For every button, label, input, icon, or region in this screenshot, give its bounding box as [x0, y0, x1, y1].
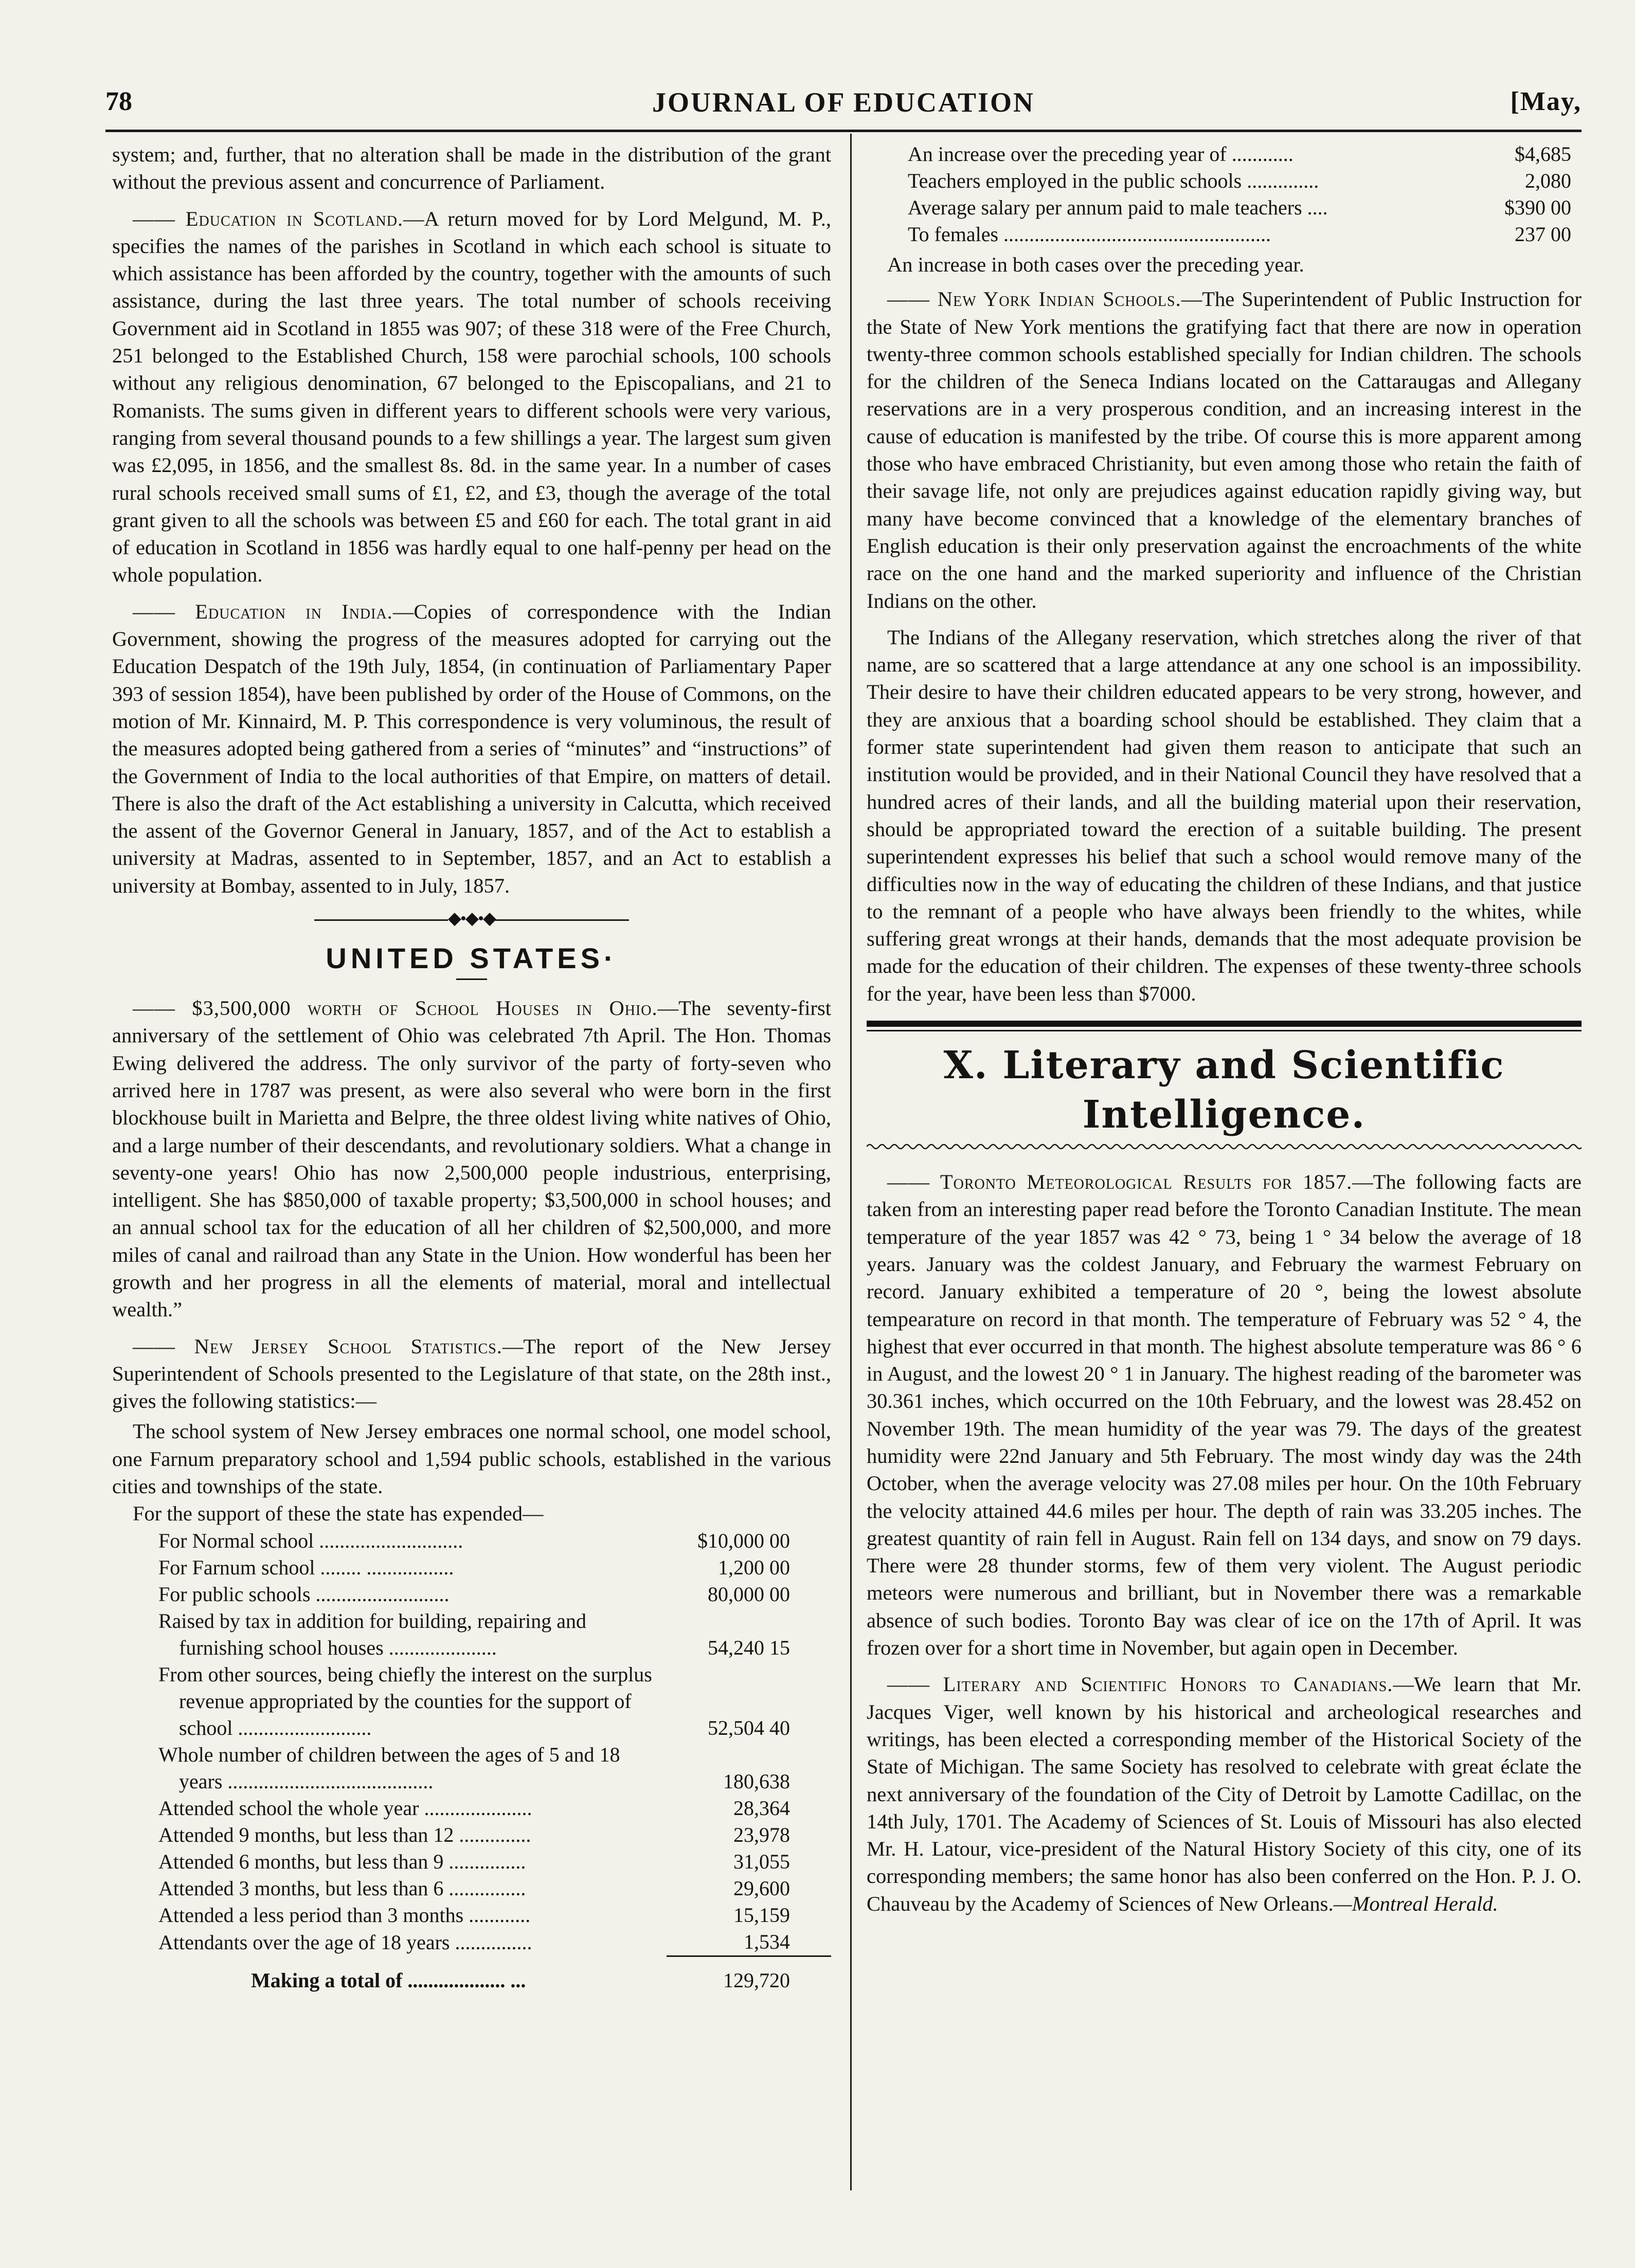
- row-label: Raised by tax in addition for building, repairing and furnishing school houses .....................: [158, 1609, 587, 1659]
- table-row: [867, 221, 1582, 248]
- total-row: [112, 1956, 831, 1994]
- row-value: 237 00: [1515, 223, 1571, 246]
- wavy-rule: [867, 1141, 1582, 1152]
- short-rule: [456, 978, 487, 980]
- article-body: —The seventy-first anniversary of the settlement of Ohio was celebrated 7th April. The Hon. Thomas Ewing delivered the address. The only survivor of the party of forty-seven who arrived here in 1787 was present, as were also several who were born in the first blockhouse built in Marietta and Belpre, the three oldest living white natives of Ohio, and a large number of their descendants, and revolutionary soldiers. What a change in seventy-one years! Ohio has now 2,500,000 people industrious, enterprising, intelligent. She has $850,000 of taxable property; $3,500,000 in school houses; and an annual school tax for the education of all her children of $2,500,000, and more miles of canal and railroad than any State in the Union. How wonderful has been her growth and her progress in all the elements of material, moral and intellectual wealth.”: [112, 996, 831, 1321]
- article-head: —— Toronto Meteorological Results for 1857.: [887, 1170, 1353, 1194]
- row-label: For Farnum school ........ .................: [158, 1555, 454, 1579]
- table-row: [867, 141, 1582, 168]
- row-value: 23,978: [733, 1823, 790, 1846]
- row-label: For public schools ..........................: [158, 1582, 450, 1606]
- section-heading: UNITED STATES·: [326, 942, 618, 975]
- paragraph: The school system of New Jersey embraces one normal school, one model school, one Farnum preparatory school and 1,594 public schools, established in the various cities and townships of the state.: [112, 1420, 831, 1498]
- row-label: Attendants over the age of 18 years ...............: [158, 1931, 532, 1954]
- row-label: Attended a less period than 3 months ............: [158, 1903, 531, 1927]
- row-label: Whole number of children between the ages of 5 and 18 years ........................................: [158, 1743, 620, 1793]
- article-body: —The Superintendent of Public Instruction for the State of New York mentions the gratifying fact that there are now in operation twenty-three common schools established specially for Indian children. The schools for the children of the Seneca Indians located on the Cattaraugas and Allegany reservations are in a very prosperous condition, and an increasing interest in the cause of education is manifested by the tribe. Of course this is more apparent among those who have embraced Christianity, but even among those who retain the faith of their savage life, not only are prejudices against education rapidly giving way, but many have become convinced that a knowledge of the elementary branches of English education is their only preservation against the encroachments of the white race on the one hand and the marked superiority and influence of the Christian Indians on the other.: [867, 287, 1582, 612]
- page-header: [105, 86, 1582, 128]
- row-label: Attended 9 months, but less than 12 ..............: [158, 1823, 531, 1846]
- article-source: —Montreal Herald.: [1333, 1892, 1498, 1915]
- article-body: —The report of the New Jersey Superintendent of Schools presented to the Legislature of that state, on the 28th inst., gives the following statistics:—: [112, 1334, 831, 1413]
- table-row: [112, 1608, 831, 1661]
- article-body: —The following facts are taken from an interesting paper read before the Toronto Canadian Institute. The mean temperature of the year 1857 was 42 ° 73, being 1 ° 34 below the average of 18 years. January was the coldest January, and February the warmest February on record. January exhibited a temperature of 20 °, being the lowest absolute tempearature on record in that month. The temperature of February was 52 ° 4, the highest that ever occurred in that month. The highest absolute temperature was 86 ° 6 in August, and the lowest 20 ° 1 in January. The highest reading of the barometer was 30.361 inches, which occurred on the 10th February, and the lowest was 28.452 on November 19th. The mean humidity of the year was 79. The days of the greatest humidity were 22nd January and 5th February. The most windy day was the 24th October, when the average velocity was 27.08 miles per hour. On the 10th February the velocity attained 44.6 miles per hour. The depth of rain was 33.205 inches. The greatest quantity of rain fell in August. Rain fell on 134 days, and snow on 79 days. There were 28 thunder storms, few of them very violent. The August periodic meteors were numerous and brilliant, but in November there was a remarkable absence of such bodies. Toronto Bay was clear of ice on the 17th of April. It was frozen over for a short time in November, but again open in December.: [867, 1170, 1582, 1660]
- total-value: 129,720: [667, 1956, 831, 1994]
- running-month: [May,: [1510, 87, 1582, 116]
- article-new-york-indian: [867, 285, 1582, 614]
- row-label: For Normal school ............................: [158, 1529, 463, 1552]
- row-value: 28,364: [733, 1796, 790, 1820]
- section-x-heading: X. Literary and Scientific Intelligence.: [943, 1043, 1505, 1137]
- row-value: 2,080: [1525, 169, 1571, 192]
- right-column: [867, 141, 1582, 1927]
- column-divider: [850, 134, 852, 2190]
- table-row: [112, 1929, 831, 1956]
- table-row: [112, 1528, 831, 1554]
- article-head: —— $3,500,000 worth of School Houses in Ohio.: [133, 996, 658, 1020]
- article-body: —Copies of correspondence with the Indian Government, showing the progress of the measures adopted for carrying out the Education Despatch of the 19th July, 1854, (in continuation of Parliamentary Paper 393 of session 1854), have been published by order of the House of Commons, on the motion of Mr. Kinnaird, M. P. This correspondence is very voluminous, the result of the measures adopted being gathered from a series of “minutes” and “instructions” of the Government of India to the local authorities of that Empire, on matters of detail. There is also the draft of the Act establishing a university in Calcutta, which received the assent of the Governor General in January, 1857, and of the Act to establish a university at Madras, assented to in September, 1857, and an Act to establish a university at Bombay, assented to in July, 1857.: [112, 600, 831, 897]
- table-row: [112, 1822, 831, 1848]
- table-row: [112, 1902, 831, 1929]
- table-row: [112, 1848, 831, 1875]
- row-label: Attended 6 months, but less than 9 ...............: [158, 1849, 526, 1873]
- table-row: [112, 1741, 831, 1795]
- row-label: An increase over the preceding year of ............: [908, 142, 1293, 166]
- row-label: Attended 3 months, but less than 6 ...............: [158, 1876, 526, 1900]
- article-head: —— Education in Scotland.: [133, 207, 404, 230]
- row-value: 180,638: [723, 1769, 790, 1793]
- salary-table: [867, 141, 1582, 248]
- paragraph: For the support of these the state has expended—: [133, 1502, 544, 1526]
- row-value: 31,055: [733, 1849, 790, 1873]
- table-row: [112, 1554, 831, 1581]
- article-new-jersey: [112, 1333, 831, 1415]
- row-value: 15,159: [733, 1903, 790, 1927]
- article-ohio: [112, 994, 831, 1323]
- running-title: JOURNAL OF EDUCATION: [652, 87, 1035, 118]
- table-note: An increase in both cases over the preceding year.: [887, 253, 1304, 276]
- row-value: 52,504 40: [708, 1716, 790, 1739]
- statistics-table: [112, 1528, 831, 1994]
- table-row: [112, 1581, 831, 1608]
- article-toronto: [867, 1168, 1582, 1661]
- article-honors: [867, 1671, 1582, 1917]
- row-label: Attended school the whole year .....................: [158, 1796, 532, 1820]
- article-body: —A return moved for by Lord Melgund, M. P., specifies the names of the parishes in Scotland in which each school is situate to which assistance has been afforded by the country, together with the amounts of such assistance, during the last three years. The total number of schools receiving Government aid in Scotland in 1855 was 907; of these 318 were of the Free Church, 251 belonged to the Established Church, 158 were parochial schools, 100 schools without any religious denomination, 67 belonged to the Episcopalians, and 21 to Romanists. The sums given in different years to different schools were very various, ranging from several thousand pounds to a few shillings a year. The largest sum given was £2,095, in 1856, and the smallest 8s. 8d. in the same year. In a number of cases rural schools received small sums of £1, £2, and £3, though the average of the total grant given to all the schools was between £5 and £60 for each. The total grant in aid of education in Scotland in 1856 was hardly equal to one half-penny per head on the whole population.: [112, 207, 831, 587]
- row-label: To females ....................................................: [908, 223, 1271, 246]
- thin-rule: [867, 1030, 1582, 1031]
- paragraph: The Indians of the Allegany reservation, which stretches along the river of that name, are so scattered that a large attendance at any one school is an impossibility. Their desire to have their children educated appears to be very strong, however, and they are anxious that a boarding school should be established. They claim that a former state superintendent had given them reason to anticipate that such an institution would be provided, and in their National Council they have resolved that a hundred acres of their lands, and all the building material upon their reservation, should be appropriated toward the erection of a suitable building. The present superintendent expresses his belief that such a school would remove many of the difficulties now in the way of educating the children of these Indians, and that justice to the remnant of a people who have always been friendly to the whites, while suffering great wrongs at their hands, demands that the most adequate provision be made for the education of their children. The expenses of these twenty-three schools for the year, have been less than $7000.: [867, 625, 1582, 1005]
- row-label: Teachers employed in the public schools ..............: [908, 169, 1319, 192]
- article-head: —— Education in India.: [133, 600, 393, 623]
- row-value: $390 00: [1504, 196, 1571, 219]
- total-label: Making a total of ................... ...: [251, 1968, 526, 1992]
- thick-rule: [867, 1021, 1582, 1027]
- article-india: [112, 598, 831, 899]
- row-value: 80,000 00: [708, 1582, 790, 1606]
- ornament-divider: ◆•◆•◆: [112, 909, 831, 929]
- article-head: —— New Jersey School Statistics.: [133, 1334, 502, 1358]
- table-row: [867, 194, 1582, 221]
- row-value: 1,200 00: [718, 1555, 790, 1579]
- row-value: $4,685: [1515, 142, 1571, 166]
- row-value: 1,534: [744, 1930, 790, 1953]
- header-rule: [105, 130, 1582, 132]
- row-value: 29,600: [733, 1876, 790, 1900]
- page-number: 78: [105, 87, 132, 116]
- continued-paragraph: system; and, further, that no alteration shall be made in the distribution of the grant without the previous assent and concurrence of Parliament.: [112, 143, 831, 194]
- article-head: —— Literary and Scientific Honors to Canadians.: [887, 1673, 1393, 1696]
- article-body: —We learn that Mr. Jacques Viger, well known by his historical and archeological researches and writings, has been elected a corresponding member of the Historical Society of the State of Michigan. The same Society has resolved to celebrate with great éclate the next anniversary of the foundation of the City of Detroit by Lamotte Cadillac, on the 14th July, 1701. The Academy of Sciences of St. Louis of Missouri has also elected Mr. H. Latour, vice-president of the Natural History Society of this city, one of its corresponding members; the same honor has also been conferred on the Hon. P. J. O. Chauveau by the Academy of Sciences of New Orleans.: [867, 1673, 1582, 1915]
- row-label: Average salary per annum paid to male teachers ....: [908, 196, 1328, 219]
- row-value: $10,000 00: [697, 1529, 790, 1552]
- table-row: [112, 1795, 831, 1822]
- row-value: 54,240 15: [708, 1636, 790, 1659]
- article-scotland: [112, 205, 831, 589]
- row-label: From other sources, being chiefly the interest on the surplus revenue appropriated by the counties for the support of school ..........................: [158, 1662, 652, 1739]
- table-row: [867, 168, 1582, 194]
- table-row: [112, 1661, 831, 1741]
- article-head: —— New York Indian Schools.: [887, 287, 1181, 311]
- left-column: [112, 141, 831, 1994]
- table-row: [112, 1875, 831, 1902]
